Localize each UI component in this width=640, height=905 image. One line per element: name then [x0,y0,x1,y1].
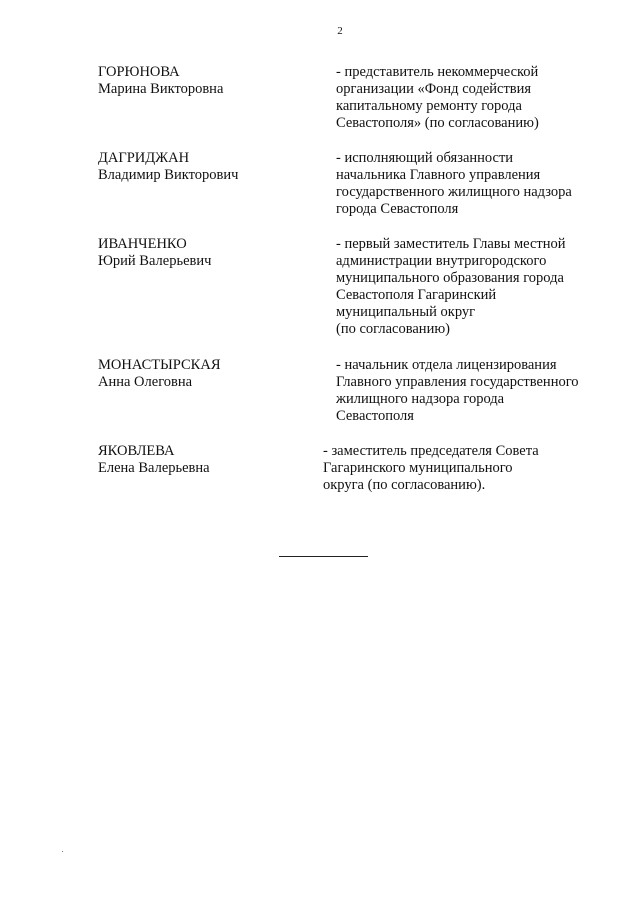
role-line: города Севастополя [336,201,459,217]
role-line: жилищного надзора города [336,391,505,407]
member-surname: ГОРЮНОВА [98,64,180,80]
member-surname: ЯКОВЛЕВА [98,443,175,459]
role-line: - начальник отдела лицензирования [336,357,557,373]
member-surname: МОНАСТЫРСКАЯ [98,357,221,373]
member-given-name: Юрий Валерьевич [98,253,212,269]
member-name [98,443,318,477]
role-line: администрации внутригородского [336,253,547,269]
member-given-name: Елена Валерьевна [98,460,210,476]
role-line: - представитель некоммерческой [336,64,539,80]
member-role [336,64,626,132]
end-of-list-divider [279,556,368,557]
scan-speck [62,851,63,852]
member-surname: ИВАНЧЕНКО [98,236,187,252]
member-surname: ДАГРИДЖАН [98,150,190,166]
role-line: начальника Главного управления [336,167,541,183]
member-role [323,443,613,494]
member-role [336,150,626,218]
member-given-name: Марина Викторовна [98,81,224,97]
role-line: муниципального образования города [336,270,564,286]
member-role [336,236,626,338]
role-line: округа (по согласованию). [323,477,486,493]
member-name [98,64,318,98]
role-line: капитальному ремонту города [336,98,522,114]
role-line: организации «Фонд содействия [336,81,532,97]
role-line: Севастополя» (по согласованию) [336,115,539,131]
role-line: Севастополя [336,408,414,424]
role-line: Гагаринского муниципального [323,460,513,476]
member-name [98,150,318,184]
role-line: Главного управления государственного [336,374,579,390]
role-line: - заместитель председателя Совета [323,443,539,459]
member-name [98,236,318,270]
member-name [98,357,318,391]
member-given-name: Владимир Викторович [98,167,239,183]
role-line: Севастополя Гагаринский [336,287,497,303]
role-line: (по согласованию) [336,321,450,337]
role-line: государственного жилищного надзора [336,184,572,200]
role-line: - исполняющий обязанности [336,150,514,166]
role-line: муниципальный округ [336,304,476,320]
page-number: 2 [337,25,343,37]
role-line: - первый заместитель Главы местной [336,236,566,252]
member-role [336,357,626,425]
member-given-name: Анна Олеговна [98,374,193,390]
